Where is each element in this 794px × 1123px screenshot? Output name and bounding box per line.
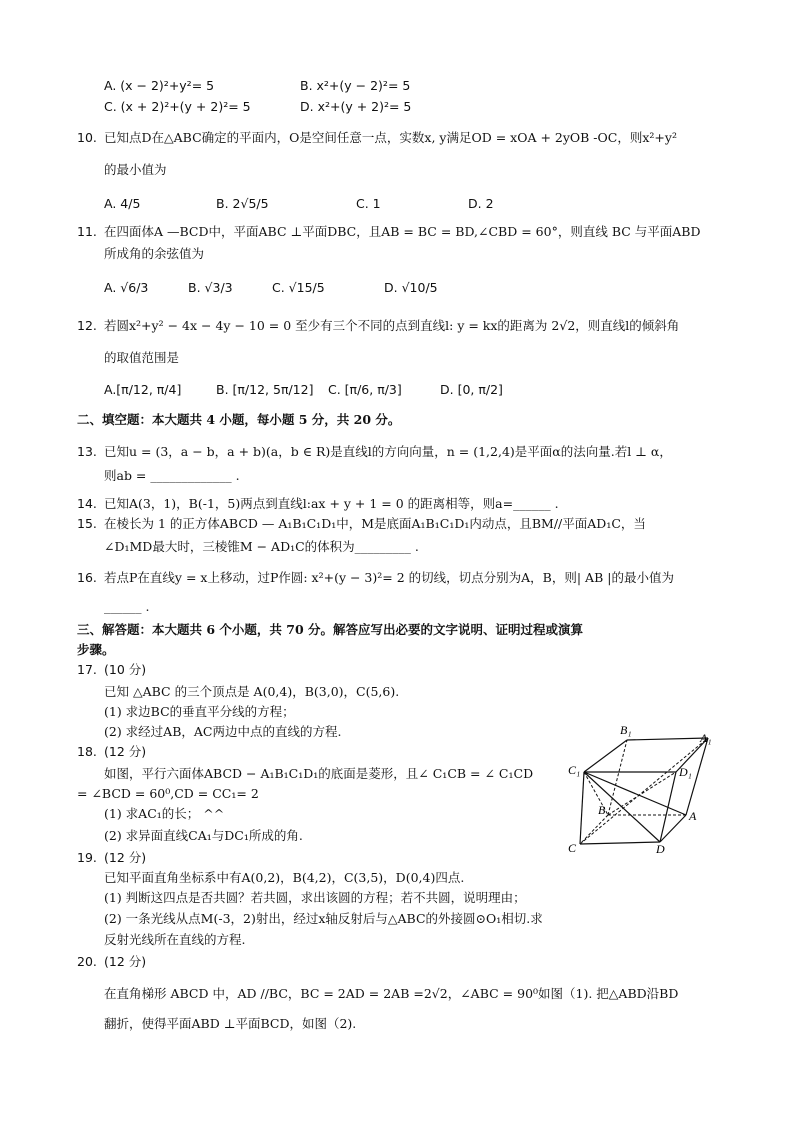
label-c1: C₁ — [568, 763, 581, 777]
q15-stem-line1: 在棱长为 1 的正方体ABCD — A₁B₁C₁D₁中，M是底面A₁B₁C₁D₁内动点，且BM//平面AD₁C，当 — [104, 516, 646, 531]
q17-part1: (1) 求边BC的垂直平分线的方程； — [104, 704, 295, 719]
q12-option-c: C. [π/6, π/3] — [328, 382, 402, 397]
label-c: C — [568, 841, 577, 854]
q11-option-c: C. √15/5 — [272, 280, 325, 295]
q11-option-a: A. √6/3 — [104, 280, 149, 295]
q15-stem-line2: ∠D₁MD最大时，三棱锥M − AD₁C的体积为_________ . — [104, 539, 419, 554]
q9-option-d: D. x²+(y + 2)²= 5 — [300, 99, 412, 114]
edge-c1b1 — [584, 740, 627, 772]
q11-option-b: B. √3/3 — [188, 280, 233, 295]
edge-bb1-hidden — [608, 740, 627, 815]
q10-option-b: B. 2√5/5 — [216, 196, 269, 211]
q10-option-a: A. 4/5 — [104, 196, 141, 211]
q11-stem-line2: 所成角的余弦值为 — [104, 246, 205, 261]
label-b: B — [598, 803, 606, 817]
q17-number: 17. — [77, 662, 97, 677]
edge-bc-hidden — [580, 815, 608, 844]
q10-option-c: C. 1 — [356, 196, 381, 211]
q19-part1: (1) 判断这四点是否共圆？若共圆，求出该圆的方程；若不共圆，说明理由； — [104, 890, 526, 905]
q10-option-d: D. 2 — [468, 196, 494, 211]
label-b1: B₁ — [620, 723, 632, 737]
q19-part2: (2) 一条光线从点M(-3，2)射出，经过x轴反射后与△ABC的外接圆⊙O₁相切.求 — [104, 911, 543, 926]
q18-stem-line1: 如图，平行六面体ABCD − A₁B₁C₁D₁的底面是菱形，且∠ C₁CB = ∠ C₁CD — [104, 766, 534, 781]
q10-stem-line2: 的最小值为 — [104, 162, 167, 177]
diagonal-ca1 — [580, 738, 708, 844]
q14-number: 14. — [77, 496, 97, 511]
q12-stem-line2: 的取值范围是 — [104, 350, 180, 365]
diagonal-c1d — [584, 772, 660, 842]
q16-stem-line2: ______ . — [104, 599, 150, 614]
q17-part2: (2) 求经过AB，AC两边中点的直线的方程. — [104, 724, 342, 739]
section-solutions-heading: 三、解答题：本大题共 6 个小题，共 70 分。解答应写出必要的文字说明、证明过程或演算 — [77, 622, 584, 637]
q16-stem-line1: 若点P在直线y = x上移动，过P作圆: x²+(y − 3)²= 2 的切线，切点分别为A，B，则| AB |的最小值为 — [104, 570, 674, 585]
edge-cd — [580, 842, 660, 844]
section-solutions-heading-cont: 步骤。 — [77, 642, 115, 657]
q11-option-d: D. √10/5 — [384, 280, 438, 295]
q20-stem-line1: 在直角梯形 ABCD 中，AD //BC，BC = 2AD = 2AB =2√2，∠ABC = 90⁰如图（1). 把△ABD沿BD — [104, 986, 679, 1001]
diagonal-bd1 — [608, 772, 676, 815]
q9-option-b: B. x²+(y − 2)²= 5 — [300, 78, 411, 93]
q11-number: 11. — [77, 224, 97, 239]
label-a: A — [689, 809, 697, 823]
section-fill-in-heading: 二、填空题：本大题共 4 小题，每小题 5 分，共 20 分。 — [77, 412, 401, 427]
q12-stem-line1: 若圆x²+y² − 4x − 4y − 10 = 0 至少有三个不同的点到直线l: y = kx的距离为 2√2，则直线l的倾斜角 — [104, 318, 680, 333]
q12-option-a: A.[π/12, π/4] — [104, 382, 182, 397]
parallelepiped-figure — [568, 722, 718, 854]
q18-score: (12 分) — [104, 744, 147, 759]
q14-stem-line1: 已知A(3，1)，B(-1，5)两点到直线l:ax + y + 1 = 0 的距离相等，则a=______ . — [104, 496, 559, 511]
q18-number: 18. — [77, 744, 97, 759]
q16-number: 16. — [77, 570, 97, 585]
q10-stem-line1: 已知点D在△ABC确定的平面内，O是空间任意一点，实数x, y满足OD = xOA + 2yOB -OC，则x²+y² — [104, 130, 677, 145]
edge-cc1 — [580, 772, 584, 844]
q13-number: 13. — [77, 444, 97, 459]
label-d1: D₁ — [679, 765, 692, 779]
q13-stem-line1: 已知u = (3，a − b，a + b)(a，b ∈ R)是直线l的方向向量，n = (1,2,4)是平面α的法向量.若l ⊥ α， — [104, 444, 672, 459]
q11-stem-line1: 在四面体A —BCD中，平面ABC ⊥平面DBC，且AB = BC = BD,∠CBD = 60°，则直线 BC 与平面ABD — [104, 224, 701, 239]
q9-option-a: A. (x − 2)²+y²= 5 — [104, 78, 215, 93]
q12-number: 12. — [77, 318, 97, 333]
q18-part1: (1) 求AC₁的长； ^^ — [104, 806, 225, 821]
q20-stem-line2: 翻折，使得平面ABD ⊥平面BCD，如图（2). — [104, 1016, 357, 1031]
q12-option-b: B. [π/12, 5π/12] — [216, 382, 314, 397]
edge-b1a1 — [627, 738, 708, 740]
q9-option-c: C. (x + 2)²+(y + 2)²= 5 — [104, 99, 251, 114]
q19-number: 19. — [77, 850, 97, 865]
q18-stem-line2: = ∠BCD = 60⁰,CD = CC₁= 2 — [77, 786, 259, 801]
q17-score: (10 分) — [104, 662, 147, 677]
q18-part2: (2) 求异面直线CA₁与DC₁所成的角. — [104, 828, 303, 843]
q12-option-d: D. [0, π/2] — [440, 382, 503, 397]
label-d: D — [656, 842, 665, 854]
q19-score: (12 分) — [104, 850, 147, 865]
q20-number: 20. — [77, 954, 97, 969]
q17-stem: 已知 △ABC 的三个顶点是 A(0,4)，B(3,0)，C(5,6). — [104, 684, 400, 699]
q20-score: (12 分) — [104, 954, 147, 969]
label-a1: A₁ — [700, 731, 712, 745]
q15-number: 15. — [77, 516, 97, 531]
q13-stem-line2: 则ab = _____________ . — [104, 468, 240, 483]
edge-da — [660, 815, 686, 842]
q19-stem: 已知平面直角坐标系中有A(0,2)，B(4,2)，C(3,5)，D(0,4)四点. — [104, 870, 465, 885]
q10-number: 10. — [77, 130, 97, 145]
q19-part2-cont: 反射光线所在直线的方程. — [104, 932, 246, 947]
